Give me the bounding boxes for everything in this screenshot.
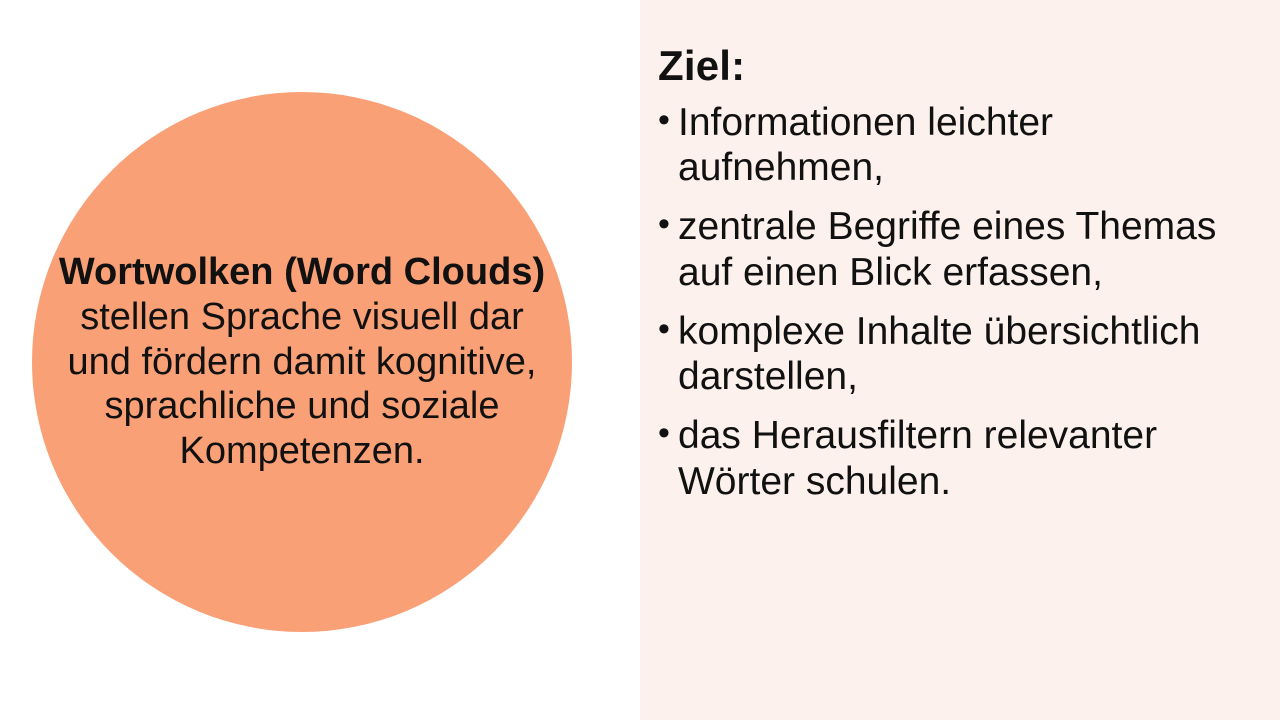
list-item-label: komplexe Inhalte übersichtlich darstellen, — [678, 309, 1201, 399]
bullet-dot-icon: • — [658, 309, 670, 348]
list-item-label: Informationen leichter aufnehmen, — [678, 101, 1054, 190]
bullet-dot-icon: • — [658, 414, 670, 453]
bullet-dot-icon: • — [658, 205, 670, 244]
orange-circle-shape — [32, 92, 572, 632]
page-title: Ziel: — [658, 42, 746, 89]
list-item-label: zentrale Begriffe eines Themas auf einen Blick erfassen, — [678, 205, 1217, 294]
right-panel — [640, 0, 1280, 720]
list-item — [658, 100, 1266, 190]
circle-text-rest: stellen Sprache visuell dar und fördern damit kognitive, sprachliche und soziale Kompetenzen. — [67, 295, 537, 473]
goals-list — [658, 100, 1266, 504]
list-item — [658, 204, 1266, 294]
bullet-dot-icon: • — [658, 101, 670, 139]
list-item — [658, 309, 1266, 399]
circle-text-block — [56, 250, 548, 474]
circle-text-bold: Wortwolken (Word Clouds) — [58, 250, 546, 293]
list-item-label: das Herausfiltern relevanter Wörter schulen. — [678, 414, 1158, 503]
list-item — [658, 413, 1266, 503]
